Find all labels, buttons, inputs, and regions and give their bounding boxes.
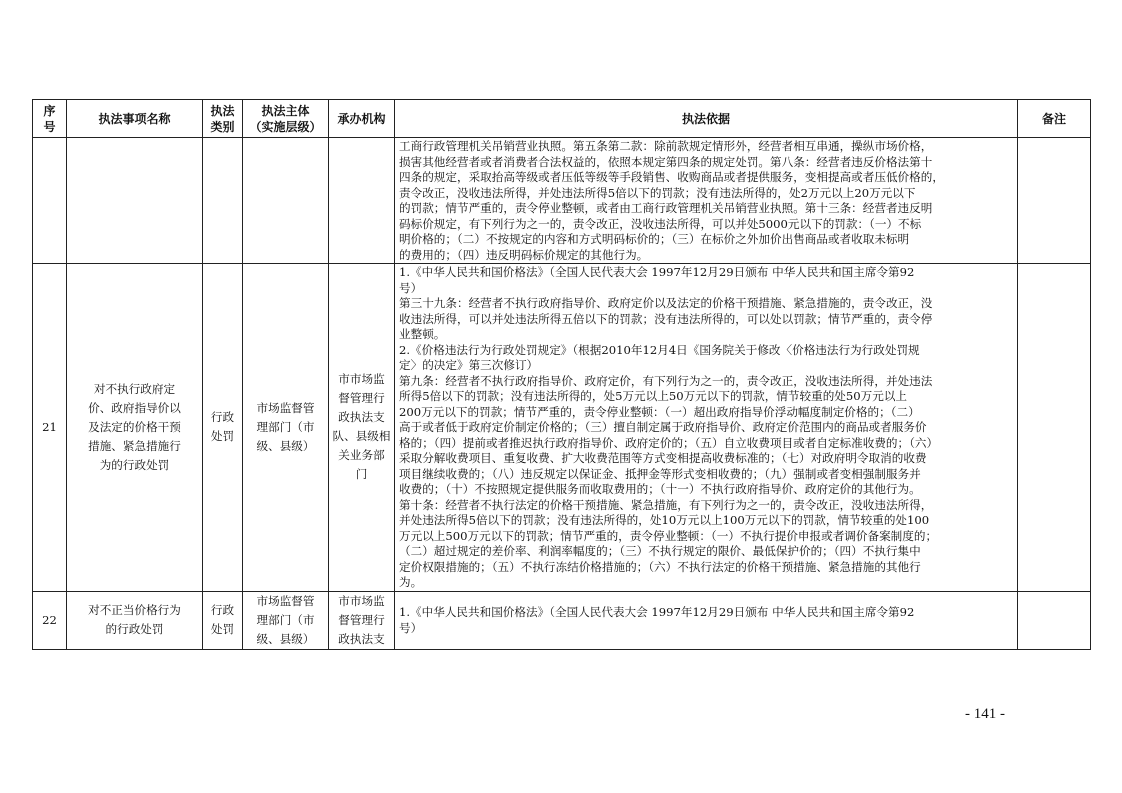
cell-basis-line: 为。 [399, 575, 423, 589]
cell-basis-line: 200万元以下的罚款；情节严重的，责令停业整顿：（一）超出政府指导价浮动幅度制定价格的；（二） [399, 404, 920, 419]
table-header-row [33, 100, 1091, 138]
cell-category [203, 264, 243, 592]
cell-subject-line: 理部门（市 [256, 612, 315, 627]
page-number: - 141 - [965, 706, 1005, 722]
cell-basis-line: 第三十九条：经营者不执行政府指导价、政府定价以及法定的价格干预措施、紧急措施的，责令改正，没 [399, 296, 933, 310]
cell-agency-line: 市市场监 [338, 372, 385, 387]
cell-item-name-line: 对不执行政府定 [93, 381, 176, 396]
cell-item-name-line: 价、政府指导价以 [88, 400, 181, 415]
cell-basis-line: 万元以上500万元以下的罚款；情节严重的，责令停业整顿：（一）不执行提价申报或者调价备案制度的； [399, 528, 938, 543]
cell-basis-line: 定〉的决定》第三次修订） [399, 358, 539, 372]
cell-basis-line: 的费用的；（四）违反明码标价规定的其他行为。 [399, 247, 649, 262]
table-row [33, 591, 1091, 649]
cell-remarks [1018, 138, 1091, 264]
cell-basis-line: 号） [399, 620, 423, 635]
cell-category-line: 行政 [210, 410, 235, 425]
cell-basis-line: 明价格的；（二）不按规定的内容和方式明码标价的；（三）在标价之外加价出售商品或者收取未标明 [399, 232, 910, 246]
cell-item-name-line: 为的行政处罚 [99, 457, 170, 472]
cell-agency [329, 591, 395, 649]
law-enforcement-table [32, 99, 1091, 650]
cell-agency-line: 政执法支 [338, 410, 385, 425]
cell-basis-line: 第九条：经营者不执行政府指导价、政府定价，有下列行为之一的，责令改正，没收违法所得，并处违法 [399, 373, 933, 388]
header-agency: 承办机构 [329, 100, 395, 138]
cell-basis-line: 第十条：经营者不执行法定的价格干预措施、紧急措施，有下列行为之一的，责令改正，没收违法所得， [399, 497, 933, 512]
cell-basis-line: 所得5倍以下的罚款；没有违法所得的，处5万元以上50万元以下的罚款，情节较重的处50万元以上 [399, 389, 908, 403]
cell-basis-line: 号） [399, 280, 423, 295]
header-subject: 执法主体 （实施层级） [243, 100, 329, 138]
cell-subject [243, 591, 329, 649]
cell-item-name-line: 及法定的价格干预 [88, 419, 181, 434]
cell-agency-line: 督管理行 [338, 612, 385, 627]
cell-category-line: 处罚 [210, 622, 235, 636]
cell-agency-line: 队、县级相 [332, 429, 391, 444]
cell-basis-line: 损害其他经营者或者消费者合法权益的，依照本规定第四条的规定处罚。第八条：经营者违反价格法第十 [399, 154, 933, 169]
cell-subject-line: 级、县级） [256, 438, 315, 453]
cell-seq: 22 [33, 591, 67, 649]
header-category: 执法 类别 [203, 100, 243, 138]
header-item-name: 执法事项名称 [67, 100, 203, 138]
cell-basis-line: 定价权限措施的；（五）不执行冻结价格措施的；（六）不执行法定的价格干预措施、紧急措施的其他行 [399, 559, 921, 574]
cell-basis-line: 责令改正，没收违法所得，并处违法所得5倍以下的罚款；没有违法所得的，处2万元以上20万元以下 [399, 185, 916, 200]
cell-basis-line: 的罚款；情节严重的，责令停业整顿，或者由工商行政管理机关吊销营业执照。第十三条：经营者违反明 [399, 201, 933, 215]
cell-seq [33, 138, 67, 264]
cell-category-line: 行政 [210, 603, 235, 617]
cell-remarks [1018, 264, 1091, 592]
cell-basis-line: 工商行政管理机关吊销营业执照。第五条第二款：除前款规定情形外，经营者相互串通，操纵市场价格， [399, 139, 933, 153]
cell-basis-line: 1.《中华人民共和国价格法》（全国人民代表大会 1997年12月29日颁布 中华人民共和国主席令第92 [399, 605, 915, 619]
cell-item-name [67, 138, 203, 264]
cell-basis-line: 格的；（四）提前或者推迟执行政府指导价、政府定价的；（五）自立收费项目或者自定标准收费的；（六） [399, 435, 939, 450]
cell-category-line: 处罚 [210, 429, 235, 444]
cell-basis-line: 收违法所得，可以并处违法所得五倍以下的罚款；没有违法所得的，可以处以罚款；情节严重的，责令停 [399, 311, 933, 326]
cell-basis-line: 四条的规定，采取抬高等级或者压低等级等手段销售、收购商品或者提供服务，变相提高或者压低价格的， [399, 170, 944, 184]
table-row [33, 264, 1091, 592]
cell-agency [329, 264, 395, 592]
cell-subject [243, 138, 329, 264]
cell-basis [395, 591, 1018, 649]
cell-item-name-line: 措施、紧急措施行 [88, 438, 181, 453]
header-remarks: 备注 [1018, 100, 1091, 138]
cell-category [203, 591, 243, 649]
cell-subject-line: 理部门（市 [256, 419, 315, 434]
cell-item-name-line: 对不正当价格行为 [88, 603, 181, 617]
cell-basis-line: 收费的；（十）不按照规定提供服务而收取费用的；（十一）不执行政府指导价、政府定价的其他行为。 [399, 482, 921, 496]
cell-basis-line: 2.《价格违法行为行政处罚规定》（根据2010年12月4日《国务院关于修改〈价格违法行为行政处罚规 [399, 342, 920, 357]
cell-agency-line: 关业务部 [338, 448, 385, 463]
header-seq: 序号 [33, 100, 67, 138]
cell-seq: 21 [33, 264, 67, 592]
table-row [33, 138, 1091, 264]
cell-subject-line: 市场监督管 [256, 593, 315, 608]
cell-agency-line: 督管理行 [338, 391, 385, 406]
header-basis: 执法依据 [395, 100, 1018, 138]
cell-agency-line: 门 [355, 467, 368, 482]
cell-subject-line: 市场监督管 [256, 400, 315, 415]
cell-subject-line: 级、县级） [256, 631, 315, 646]
cell-agency-line: 政执法支 [338, 631, 385, 646]
cell-category [203, 138, 243, 264]
cell-item-name [67, 591, 203, 649]
cell-basis-line: 并处违法所得5倍以下的罚款；没有违法所得的，处10万元以上100万元以下的罚款，情节较重的处100 [399, 513, 930, 527]
cell-remarks [1018, 591, 1091, 649]
cell-basis [395, 138, 1018, 264]
cell-subject [243, 264, 329, 592]
cell-basis-line: 码标价规定，有下列行为之一的，责令改正，没收违法所得，可以并处5000元以下的罚款：（一）不标 [399, 216, 922, 231]
cell-basis-line: 1.《中华人民共和国价格法》（全国人民代表大会 1997年12月29日颁布 中华人民共和国主席令第92 [399, 265, 915, 279]
cell-basis-line: 高于或者低于政府定价制定价格的；（三）擅自制定属于政府指导价、政府定价范围内的商品或者服务价 [399, 420, 927, 434]
cell-item-name-line: 的行政处罚 [105, 622, 164, 636]
cell-basis-line: 项目继续收费的；（八）违反规定以保证金、抵押金等形式变相收费的；（九）强制或者变相强制服务并 [399, 466, 921, 481]
cell-basis-line: 采取分解收费项目、重复收费、扩大收费范围等方式变相提高收费标准的；（七）对政府明令取消的收费 [399, 451, 927, 465]
cell-basis-line: （二）超过规定的差价率、利润率幅度的；（三）不执行规定的限价、最低保护价的；（四）不执行集中 [399, 544, 921, 558]
cell-item-name [67, 264, 203, 592]
cell-basis-line: 业整顿。 [399, 327, 446, 341]
cell-agency-line: 市市场监 [338, 593, 385, 608]
cell-agency [329, 138, 395, 264]
cell-basis [395, 264, 1018, 592]
